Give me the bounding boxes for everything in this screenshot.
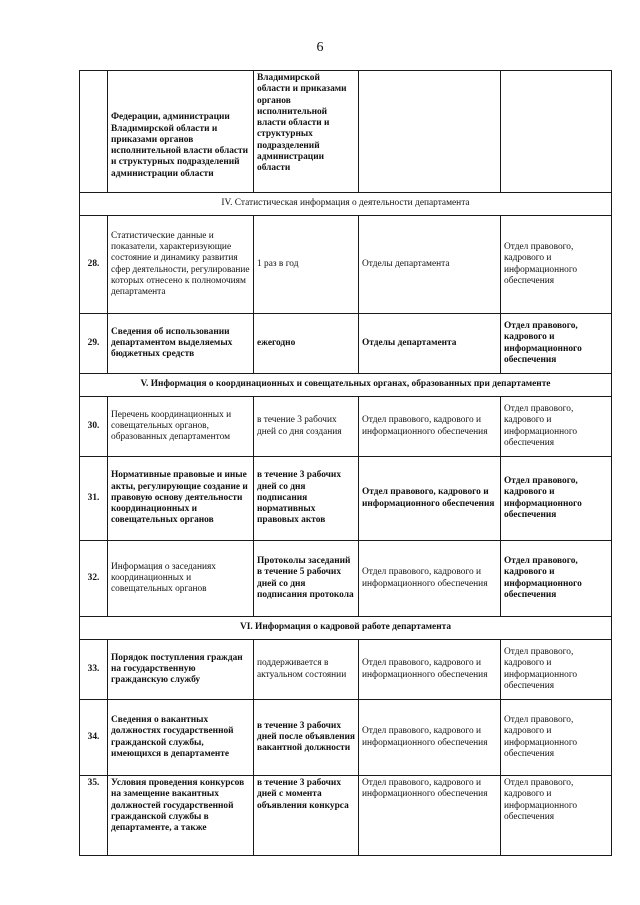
- row-number: 31.: [80, 457, 108, 541]
- section-title: VI. Информация о кадровой работе департамента: [80, 617, 612, 640]
- row-provider: Отдел правового, кадрового и информационного обеспечения: [359, 457, 501, 541]
- section-header-row: [80, 617, 612, 640]
- row-responsible: [501, 71, 612, 193]
- row-period: в течение 3 рабочих дней со дня подписания нормативных правовых актов: [254, 457, 359, 541]
- row-period: в течение 3 рабочих дней со дня создания: [254, 397, 359, 457]
- table-row: [80, 700, 612, 776]
- row-provider: Отделы департамента: [359, 216, 501, 314]
- row-description: Статистические данные и показатели, характеризующие состояние и динамику развития сфер деятельности, регулирование которых отнесено к полномочиям департамента: [108, 216, 254, 314]
- table-row: [80, 314, 612, 374]
- table-row: [80, 776, 612, 856]
- row-number: 29.: [80, 314, 108, 374]
- row-description: Нормативные правовые и иные акты, регулирующие создание и правовую основу деятельности координационных и совещательных органов: [108, 457, 254, 541]
- row-period: в течение 3 рабочих дней после объявления вакантной должности: [254, 700, 359, 776]
- row-number: 32.: [80, 541, 108, 617]
- row-provider: Отдел правового, кадрового и информационного обеспечения: [359, 700, 501, 776]
- row-period: 1 раз в год: [254, 216, 359, 314]
- information-table: [79, 70, 612, 856]
- table-row: [80, 457, 612, 541]
- page-number: 6: [316, 40, 324, 55]
- row-description: Федерации, администрации Владимирской области и приказами органов исполнительной власти области и структурных подразделений администрации области: [108, 71, 254, 193]
- row-responsible: Отдел правового, кадрового и информационного обеспечения: [501, 216, 612, 314]
- table-row: [80, 640, 612, 700]
- row-description: Сведения об использовании департаментом выделяемых бюджетных средств: [108, 314, 254, 374]
- row-provider: Отдел правового, кадрового и информационного обеспечения: [359, 640, 501, 700]
- row-responsible: Отдел правового, кадрового и информационного обеспечения: [501, 776, 612, 856]
- row-description: Сведения о вакантных должностях государственной гражданской службы, имеющихся в департаменте: [108, 700, 254, 776]
- row-provider: Отдел правового, кадрового и информационного обеспечения: [359, 776, 501, 856]
- section-title: V. Информация о координационных и совещательных органах, образованных при департаменте: [80, 374, 612, 397]
- row-number: 30.: [80, 397, 108, 457]
- row-responsible: Отдел правового, кадрового и информационного обеспечения: [501, 541, 612, 617]
- row-period: ежегодно: [254, 314, 359, 374]
- row-provider: [359, 71, 501, 193]
- row-description: Информация о заседаниях координационных и совещательных органов: [108, 541, 254, 617]
- row-description: Перечень координационных и совещательных органов, образованных департаментом: [108, 397, 254, 457]
- section-header-row: [80, 374, 612, 397]
- row-period: Владимирской области и приказами органов исполнительной власти области и структурных подразделений администрации области: [254, 71, 359, 193]
- table-row: [80, 541, 612, 617]
- row-responsible: Отдел правового, кадрового и информационного обеспечения: [501, 640, 612, 700]
- row-responsible: Отдел правового, кадрового и информационного обеспечения: [501, 314, 612, 374]
- section-title: IV. Статистическая информация о деятельности департамента: [80, 193, 612, 216]
- row-number: 34.: [80, 700, 108, 776]
- row-provider: Отделы департамента: [359, 314, 501, 374]
- table-row: [80, 71, 612, 193]
- row-responsible: Отдел правового, кадрового и информационного обеспечения: [501, 457, 612, 541]
- row-number: 28.: [80, 216, 108, 314]
- row-responsible: Отдел правового, кадрового и информационного обеспечения: [501, 700, 612, 776]
- table-row: [80, 397, 612, 457]
- row-number: 33.: [80, 640, 108, 700]
- table-row: [80, 216, 612, 314]
- row-number: 35.: [80, 776, 108, 856]
- row-description: Порядок поступления граждан на государственную гражданскую службу: [108, 640, 254, 700]
- row-provider: Отдел правового, кадрового и информационного обеспечения: [359, 541, 501, 617]
- section-header-row: [80, 193, 612, 216]
- row-period: поддерживается в актуальном состоянии: [254, 640, 359, 700]
- row-number: [80, 71, 108, 193]
- row-responsible: Отдел правового, кадрового и информационного обеспечения: [501, 397, 612, 457]
- row-description: Условия проведения конкурсов на замещение вакантных должностей государственной гражданской службы в департаменте, а также: [108, 776, 254, 856]
- row-period: Протоколы заседаний в течение 5 рабочих дней со дня подписания протокола: [254, 541, 359, 617]
- row-provider: Отдел правового, кадрового и информационного обеспечения: [359, 397, 501, 457]
- row-period: в течение 3 рабочих дней с момента объявления конкурса: [254, 776, 359, 856]
